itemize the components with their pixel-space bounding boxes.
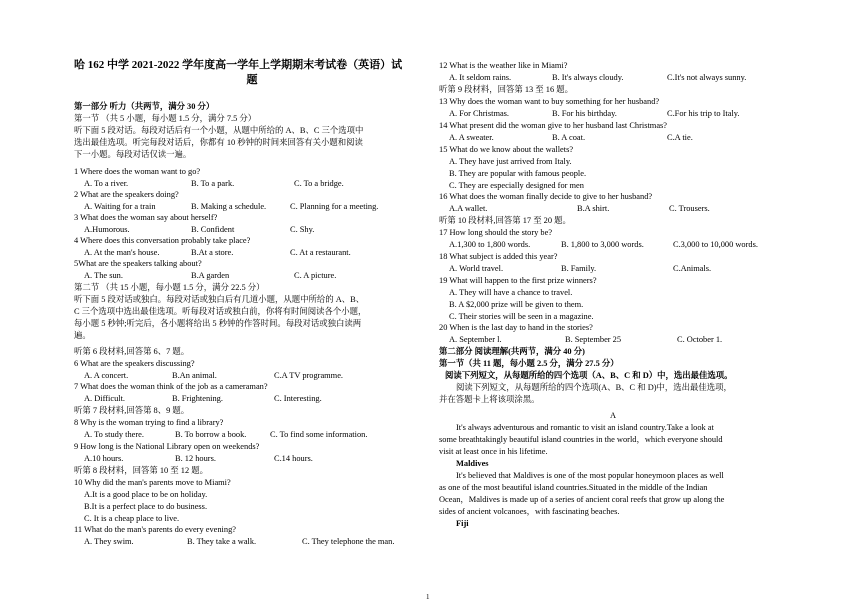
q17-option-b: B. 1,800 to 3,000 words. [561, 240, 644, 249]
q2-option-b: B. Making a schedule. [191, 202, 267, 211]
q5-option-b: B.A garden [191, 271, 230, 280]
sec2-instr-1: 听下面 5 段对话或独白。每段对话或独白后有几道小题，从题中所给的 A、B、 [74, 295, 365, 304]
q7-option-a: A. Difficult. [84, 394, 126, 403]
q12-option-c: C.It's not always sunny. [667, 73, 747, 82]
passage-p1-line3: visit at least once in his lifetime. [439, 447, 548, 456]
question-1: 1 Where does the woman want to go? [74, 167, 201, 176]
passage-p2-line2: as one of the most beautiful island countries.Situated in the middle of the Indian [439, 483, 708, 492]
part2-instruction-2a: 阅读下列短文，从每题所给的四个选项(A、B、C 和 D)中，选出最佳选项， [456, 383, 732, 392]
question-13: 13 Why does the woman want to buy something for her husband? [439, 97, 660, 106]
question-14: 14 What present did the woman give to her husband last Christmas? [439, 121, 668, 130]
q17-option-a: A.1,300 to 1,800 words. [449, 240, 531, 249]
q19-option-a: A. They will have a chance to travel. [449, 288, 573, 297]
q16-option-c: C. Trousers. [669, 204, 710, 213]
q18-option-c: C.Animals. [673, 264, 712, 273]
q6-option-b: B.An animal. [172, 371, 217, 380]
q3-option-a: A.Humorous. [84, 225, 130, 234]
q8-option-b: B. To borrow a book. [175, 430, 247, 439]
question-10: 10 Why did the man's parents move to Miami? [74, 478, 231, 487]
question-5: 5What are the speakers talking about? [74, 259, 202, 268]
q13-option-a: A. For Christmas. [449, 109, 510, 118]
material-9: 听第 9 段材料，回答第 13 至 16 题。 [439, 85, 573, 94]
q14-option-a: A. A sweater. [449, 133, 494, 142]
sec1-instr-3: 下一小题。每段对话仅读一遍。 [74, 150, 192, 159]
q5-option-a: A. The sun. [84, 271, 123, 280]
q14-option-c: C.A tie. [667, 133, 693, 142]
sec1-heading: 第一节 （共 5 小题，每小题 1.5 分，满分 7.5 分） [74, 114, 257, 123]
q4-option-a: A. At the man's house. [84, 248, 160, 257]
q16-option-b: B.A shirt. [577, 204, 610, 213]
question-4: 4 Where does this conversation probably take place? [74, 236, 251, 245]
q12-option-b: B. It's always cloudy. [552, 73, 624, 82]
q3-option-c: C. Shy. [290, 225, 315, 234]
q3-option-b: B. Confident [191, 225, 235, 234]
sec1-instr-1: 听下面 5 段对话。每段对话后有一个小题，从题中所给的 A、B、C 三个选项中 [74, 126, 364, 135]
question-16: 16 What does the woman finally decide to give to her husband? [439, 192, 653, 201]
q18-option-a: A. World travel. [449, 264, 504, 273]
heading-fiji: Fiji [456, 519, 469, 528]
question-7: 7 What does the woman think of the job as a cameraman? [74, 382, 268, 391]
passage-p1-line2: some breathtakingly beautiful island countries in the world，which everyone should [439, 435, 723, 444]
q19-option-c: C. Their stories will be seen in a magazine. [449, 312, 594, 321]
q9-option-c: C.14 hours. [274, 454, 313, 463]
q15-option-c: C. They are especially designed for men [449, 181, 584, 190]
sec1-instr-2: 选出最佳选项。听完每段对话后，你都有 10 秒钟的时间来回答有关小题和阅读 [74, 138, 363, 147]
q10-option-a: A.It is a good place to be on holiday. [84, 490, 208, 499]
q6-option-c: C.A TV programme. [274, 371, 344, 380]
exam-title: 哈 162 中学 2021-2022 学年度高一学年上学期期末考试卷（英语）试 [74, 59, 403, 71]
q4-option-c: C. At a restaurant. [290, 248, 351, 257]
question-17: 17 How long should the story be? [439, 228, 553, 237]
q7-option-b: B. Frightening. [172, 394, 223, 403]
question-12: 12 What is the weather like in Miami? [439, 61, 568, 70]
part1-heading: 第一部分 听力（共两节，满分 30 分） [74, 102, 215, 111]
sec2-heading: 第二节 （共 15 小题，每小题 1.5 分，满分 22.5 分） [74, 283, 265, 292]
question-9: 9 How long is the National Library open on weekends? [74, 442, 260, 451]
q20-option-c: C. October 1. [677, 335, 723, 344]
q4-option-b: B.At a store. [191, 248, 234, 257]
part2-heading: 第二部分 阅读理解(共两节，满分 40 分) [439, 347, 585, 356]
q1-option-b: B. To a park. [191, 179, 235, 188]
q14-option-b: B. A coat. [552, 133, 586, 142]
q13-option-b: B. For his birthday. [552, 109, 617, 118]
sec2-instr-2: C 三个选项中选出最佳选项。听每段对话或独白前，你将有时间阅读各个小题， [74, 307, 367, 316]
q11-option-a: A. They swim. [84, 537, 134, 546]
q1-option-a: A. To a river. [84, 179, 129, 188]
part2-instruction-2b: 并在答题卡上将该项涂黑。 [439, 395, 540, 404]
passage-p1-line1: It's always adventurous and romantic to visit an island country.Take a look at [456, 423, 714, 432]
heading-maldives: Maldives [456, 459, 489, 468]
q15-option-b: B. They are popular with famous people. [449, 169, 587, 178]
material-7: 听第 7 段材料,回答第 8、9 题。 [74, 406, 190, 415]
q5-option-c: C. A picture. [294, 271, 337, 280]
question-20: 20 When is the last day to hand in the stories? [439, 323, 593, 332]
question-11: 11 What do the man's parents do every evening? [74, 525, 236, 534]
question-2: 2 What are the speakers doing? [74, 190, 179, 199]
question-15: 15 What do we know about the wallets? [439, 145, 574, 154]
q6-option-a: A. A concert. [84, 371, 129, 380]
q16-option-a: A.A wallet. [449, 204, 488, 213]
q20-option-b: B. September 25 [565, 335, 622, 344]
page-number: 1 [426, 593, 430, 601]
q13-option-c: C.For his trip to Italy. [667, 109, 740, 118]
passage-p2-line1: It's believed that Maldives is one of the most popular honeymoon places as well [456, 471, 724, 480]
q10-option-b: B.It is a perfect place to do business. [84, 502, 208, 511]
q7-option-c: C. Interesting. [274, 394, 322, 403]
q9-option-b: B. 12 hours. [175, 454, 216, 463]
q1-option-c: C. To a bridge. [294, 179, 344, 188]
exam-title-cont: 题 [246, 74, 258, 86]
q8-option-a: A. To study there. [84, 430, 144, 439]
q2-option-a: A. Waiting for a train [84, 202, 156, 211]
q18-option-b: B. Family. [561, 264, 597, 273]
q11-option-c: C. They telephone the man. [302, 537, 395, 546]
q9-option-a: A.10 hours. [84, 454, 124, 463]
question-3: 3 What does the woman say about herself? [74, 213, 218, 222]
q20-option-a: A. September l. [449, 335, 502, 344]
q17-option-c: C.3,000 to 10,000 words. [673, 240, 758, 249]
q15-option-a: A. They have just arrived from Italy. [449, 157, 572, 166]
question-18: 18 What subject is added this year? [439, 252, 558, 261]
part2-instruction: 阅读下列短文，从每题所给的四个选项（A、B、C 和 D）中，选出最佳选项。 [445, 371, 733, 380]
q2-option-c: C. Planning for a meeting. [290, 202, 379, 211]
passage-p2-line3: Ocean，Maldives is made up of a series of ancient coral reefs that grow up along the [439, 495, 725, 504]
q10-option-c: C. It is a cheap place to live. [84, 514, 180, 523]
material-10: 听第 10 段材料,回答第 17 至 20 题。 [439, 216, 571, 225]
question-19: 19 What will happen to the first prize winners? [439, 276, 597, 285]
material-8: 听第 8 段材料，回答第 10 至 12 题。 [74, 466, 208, 475]
question-6: 6 What are the speakers discussing? [74, 359, 195, 368]
q12-option-a: A. It seldom rains. [449, 73, 512, 82]
q19-option-b: B. A $2,000 prize will be given to them. [449, 300, 584, 309]
passage-p2-line4: sides of ancient volcanoes，with fascinating beaches. [439, 507, 620, 516]
sec2-instr-4: 遍。 [74, 331, 91, 340]
sec2-instr-3: 每小题 5 秒钟;听完后，各小题将给出 5 秒钟的作答时间。每段对话或独白读两 [74, 319, 362, 328]
q11-option-b: B. They take a walk. [187, 537, 257, 546]
passage-label: A [609, 411, 617, 420]
part2-sec1-heading: 第一节（共 11 题，每小题 2.5 分，满分 27.5 分） [439, 359, 619, 368]
material-6: 听第 6 段材料,回答第 6、7 题。 [74, 347, 190, 356]
question-8: 8 Why is the woman trying to find a library? [74, 418, 224, 427]
q8-option-c: C. To find some information. [270, 430, 368, 439]
